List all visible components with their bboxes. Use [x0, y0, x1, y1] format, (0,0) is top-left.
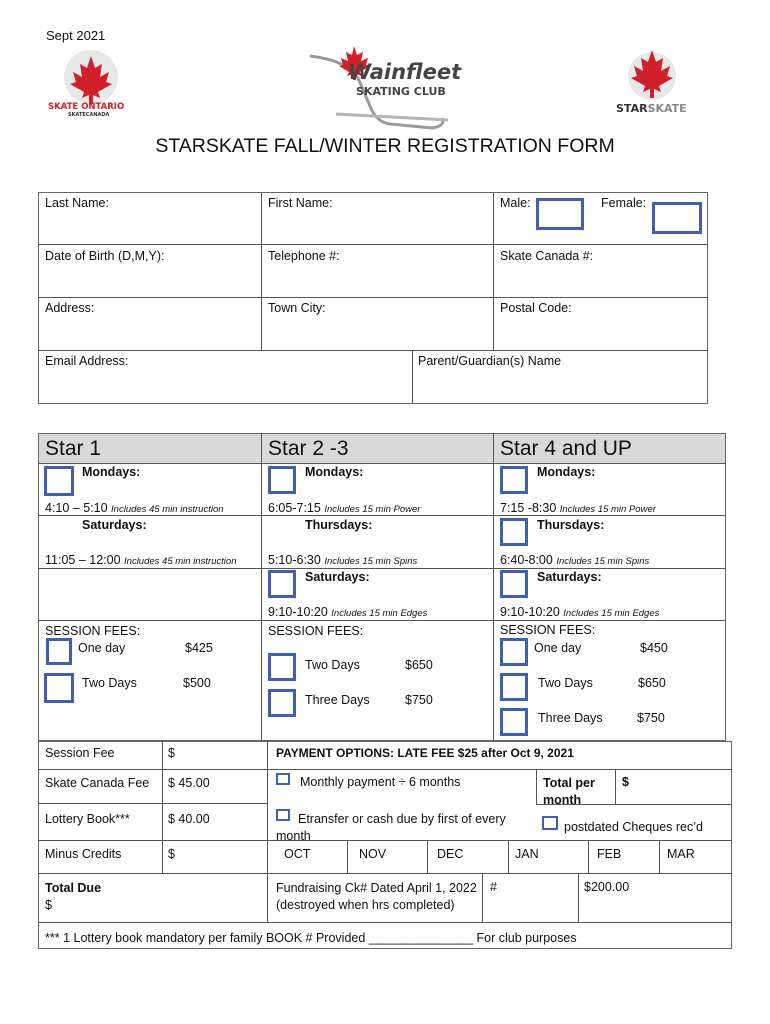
star4-saturday-label: Saturdays: — [537, 570, 602, 584]
monthly-payment-label: Monthly payment ÷ 6 months — [300, 775, 461, 789]
star4-three-days-price: $750 — [637, 711, 665, 725]
session-fee-value: $ — [168, 746, 175, 760]
star23-thursday-label: Thursdays: — [305, 518, 373, 532]
skate-canada-subtext: SKATECANADA — [68, 112, 110, 118]
star23-three-days-price: $750 — [405, 693, 433, 707]
skate-canada-fee-label: Skate Canada Fee — [45, 776, 150, 790]
star1-monday-time: 4:10 – 5:10 Includes 45 min instruction — [45, 501, 224, 515]
star1-title: Star 1 — [45, 437, 102, 460]
skate-canada-number-label: Skate Canada #: — [500, 249, 594, 263]
star23-monday-time: 6:05-7:15 Includes 15 min Power — [268, 501, 421, 515]
session-fee-label: Session Fee — [45, 746, 115, 760]
star23-two-days-label: Two Days — [305, 658, 360, 672]
star1-saturday-time: 11:05 – 12:00 Includes 45 min instruction — [45, 553, 237, 567]
star23-two-days-price: $650 — [405, 658, 433, 672]
star1-two-days-checkbox[interactable] — [44, 673, 74, 703]
telephone-label: Telephone #: — [268, 249, 340, 263]
total-per-month-label: Total per month — [543, 776, 595, 807]
star1-one-day-checkbox[interactable] — [46, 638, 72, 665]
star4-thursday-time: 6:40-8:00 Includes 15 min Spins — [500, 553, 650, 567]
star1-one-day-price: $425 — [185, 641, 213, 655]
postal-code-label: Postal Code: — [500, 301, 572, 315]
star23-monday-label: Mondays: — [305, 465, 364, 479]
star23-three-days-checkbox[interactable] — [268, 689, 296, 717]
month-mar: MAR — [667, 847, 695, 861]
starskate-text: STARSKATE — [616, 102, 687, 115]
star23-three-days-label: Three Days — [305, 693, 370, 707]
last-name-label: Last Name: — [45, 196, 109, 210]
star4-three-days-checkbox[interactable] — [500, 708, 528, 736]
month-nov: NOV — [359, 847, 387, 861]
star4-one-day-label: One day — [534, 641, 582, 655]
fundraising-hash: # — [490, 880, 497, 894]
etransfer-label: Etransfer or cash due by first of every month — [276, 812, 506, 843]
program-table — [38, 433, 726, 741]
lottery-book-label: Lottery Book*** — [45, 812, 130, 826]
star4-monday-time: 7:15 -8:30 Includes 15 min Power — [500, 501, 656, 515]
star23-thursday-time: 5:10-6:30 Includes 15 min Spins — [268, 553, 418, 567]
info-table — [38, 192, 708, 404]
month-oct: OCT — [284, 847, 311, 861]
star4-title: Star 4 and UP — [500, 437, 632, 460]
star23-saturday-time: 9:10-10:20 Includes 15 min Edges — [268, 605, 428, 619]
fees-table — [38, 741, 732, 949]
postdated-cheques-checkbox[interactable] — [542, 816, 558, 830]
month-jan: JAN — [515, 847, 539, 861]
star1-fees-label: SESSION FEES: — [45, 624, 141, 638]
dob-label: Date of Birth (D,M,Y): — [45, 249, 165, 263]
wainfleet-text: Wainfleet — [348, 60, 462, 84]
minus-credits-value: $ — [168, 847, 175, 861]
star23-fees-label: SESSION FEES: — [268, 624, 364, 638]
month-feb: FEB — [597, 847, 622, 861]
star1-one-day-label: One day — [78, 641, 126, 655]
maple-leaf-icon — [616, 44, 688, 104]
skate-ontario-text: SKATE ONTARIO — [48, 102, 125, 112]
male-label: Male: — [500, 196, 531, 210]
postdated-cheques-label: postdated Cheques rec’d — [564, 820, 703, 834]
star1-saturday-label: Saturdays: — [82, 518, 147, 532]
fundraising-cheque-label: Fundraising Ck# Dated April 1, 2022 (destroyed when hrs completed) — [276, 881, 477, 912]
total-due-label: Total Due — [45, 881, 102, 895]
email-label: Email Address: — [45, 354, 129, 368]
star1-monday-label: Mondays: — [82, 465, 141, 479]
town-label: Town City: — [268, 301, 326, 315]
total-due-value: $ — [45, 898, 52, 912]
star1-two-days-price: $500 — [183, 676, 211, 690]
star23-two-days-checkbox[interactable] — [268, 653, 296, 681]
page-title: STARSKATE FALL/WINTER REGISTRATION FORM — [155, 135, 615, 157]
star4-one-day-price: $450 — [640, 641, 668, 655]
skating-club-text: SKATING CLUB — [356, 85, 446, 98]
star4-thursday-label: Thursdays: — [537, 518, 605, 532]
wainfleet-logo — [306, 44, 462, 132]
skate-ontario-logo — [46, 50, 134, 122]
star1-monday-checkbox[interactable] — [44, 466, 74, 496]
star4-fees-label: SESSION FEES: — [500, 623, 596, 637]
star23-saturday-label: Saturdays: — [305, 570, 370, 584]
footer-lottery-note: *** 1 Lottery book mandatory per family BOOK # Provided _______________ For club purposes — [45, 931, 577, 945]
star4-monday-checkbox[interactable] — [500, 466, 528, 494]
star4-saturday-checkbox[interactable] — [500, 570, 528, 598]
payment-options-title: PAYMENT OPTIONS: LATE FEE $25 after Oct 9, 2021 — [276, 746, 574, 760]
star4-two-days-label: Two Days — [538, 676, 593, 690]
star4-two-days-checkbox[interactable] — [500, 673, 528, 701]
star4-three-days-label: Three Days — [538, 711, 603, 725]
star4-monday-label: Mondays: — [537, 465, 596, 479]
male-checkbox[interactable] — [536, 198, 584, 230]
female-label: Female: — [601, 196, 647, 210]
female-checkbox[interactable] — [652, 202, 702, 234]
star4-two-days-price: $650 — [638, 676, 666, 690]
skate-canada-fee-value: $ 45.00 — [168, 776, 210, 790]
starskate-logo — [616, 44, 688, 118]
first-name-label: First Name: — [268, 196, 333, 210]
star4-one-day-checkbox[interactable] — [500, 638, 528, 666]
star1-two-days-label: Two Days — [82, 676, 137, 690]
star23-monday-checkbox[interactable] — [268, 466, 296, 494]
lottery-book-value: $ 40.00 — [168, 812, 210, 826]
fundraising-amount: $200.00 — [584, 880, 630, 894]
minus-credits-label: Minus Credits — [45, 847, 122, 861]
star4-thursday-checkbox[interactable] — [500, 518, 528, 546]
star23-saturday-checkbox[interactable] — [268, 570, 296, 598]
guardian-label: Parent/Guardian(s) Name — [418, 354, 562, 368]
address-label: Address: — [45, 301, 95, 315]
total-per-month-value: $ — [622, 775, 629, 789]
monthly-payment-checkbox[interactable] — [276, 773, 290, 785]
form-date: Sept 2021 — [46, 28, 106, 43]
star4-saturday-time: 9:10-10:20 Includes 15 min Edges — [500, 605, 660, 619]
star23-title: Star 2 -3 — [268, 437, 349, 460]
month-dec: DEC — [437, 847, 464, 861]
